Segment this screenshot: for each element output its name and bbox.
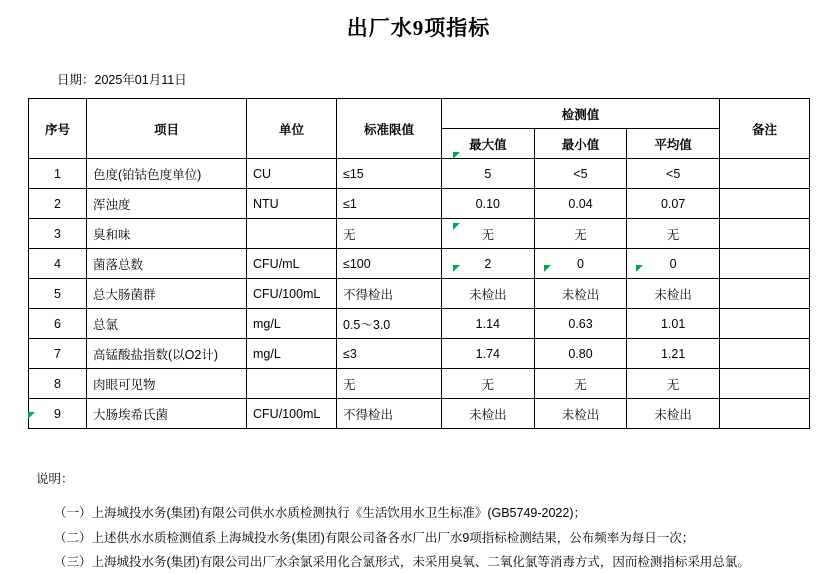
cell-avg: 0 [627,249,720,279]
cell-avg: 0.07 [627,189,720,219]
header-unit: 单位 [247,99,337,159]
notes-section [28,467,837,575]
cell-unit: CU [247,159,337,189]
cell-limit: ≤1 [337,189,442,219]
cell-note [720,369,810,399]
document-page [0,12,837,570]
cell-max: 1.14 [442,309,535,339]
cell-note [720,219,810,249]
header-avg: 平均值 [627,129,720,159]
cell-max: 0.10 [442,189,535,219]
header-detection-group: 检测值 [442,99,720,129]
report-date: 日期：2025年01月11日 [57,73,187,87]
green-corner-marker [636,265,643,272]
page-title: 出厂水9项指标 [346,16,491,40]
cell-min: 0 [534,249,627,279]
cell-item: 肉眼可见物 [87,369,247,399]
header-item: 项目 [87,99,247,159]
cell-seq: 4 [29,249,87,279]
table-row [29,399,810,429]
cell-unit: mg/L [247,339,337,369]
cell-item: 大肠埃希氏菌 [87,399,247,429]
cell-min: 无 [534,219,627,249]
green-corner-marker [453,152,460,159]
cell-note [720,159,810,189]
header-max: 最大值 [442,129,535,159]
cell-avg: 1.01 [627,309,720,339]
table-row [29,339,810,369]
cell-note [720,279,810,309]
cell-max: 5 [442,159,535,189]
cell-max: 2 [442,249,535,279]
cell-limit: 不得检出 [337,279,442,309]
cell-min: <5 [534,159,627,189]
table-header-row [29,99,810,129]
note-line-1: （一）上海城投水务(集团)有限公司供水水质检测执行《生活饮用水卫生标准》(GB5749-2022)； [54,506,586,521]
cell-max: 未检出 [442,399,535,429]
cell-item: 总氯 [87,309,247,339]
cell-seq: 3 [29,219,87,249]
table-row [29,369,810,399]
note-line-2: （二）上述供水水质检测值系上海城投水务(集团)有限公司备各水厂出厂水9项指标检测结果，公布频率为每日一次； [54,530,695,545]
cell-max: 无 [442,369,535,399]
cell-note [720,339,810,369]
cell-avg: 未检出 [627,279,720,309]
cell-limit: 无 [337,219,442,249]
cell-min: 无 [534,369,627,399]
cell-unit: NTU [247,189,337,219]
cell-min: 未检出 [534,279,627,309]
cell-seq: 5 [29,279,87,309]
cell-item: 臭和味 [87,219,247,249]
cell-min: 0.80 [534,339,627,369]
cell-min: 0.63 [534,309,627,339]
water-quality-table [28,98,810,429]
cell-avg: <5 [627,159,720,189]
green-corner-marker [453,265,460,272]
cell-max: 1.74 [442,339,535,369]
cell-unit: mg/L [247,309,337,339]
cell-limit: 0.5～3.0 [337,309,442,339]
cell-unit: CFU/100mL [247,399,337,429]
cell-seq: 2 [29,189,87,219]
cell-max: 无 [442,219,535,249]
header-limit: 标准限值 [337,99,442,159]
cell-note [720,249,810,279]
cell-note [720,399,810,429]
cell-avg: 无 [627,219,720,249]
cell-seq: 9 [29,399,87,429]
cell-note [720,189,810,219]
cell-limit: 不得检出 [337,399,442,429]
cell-seq: 8 [29,369,87,399]
green-corner-marker [28,412,35,419]
cell-limit: ≤3 [337,339,442,369]
cell-unit: CFU/mL [247,249,337,279]
green-corner-marker [453,223,460,230]
note-line-3: （三）上海城投水务(集团)有限公司出厂水余氯采用化合氯形式，未采用臭氧、二氧化氯等消毒方式，因而检测指标采用总氯。 [54,555,750,570]
cell-limit: 无 [337,369,442,399]
table-row [29,159,810,189]
header-seq: 序号 [29,99,87,159]
cell-limit: ≤15 [337,159,442,189]
table-row [29,309,810,339]
cell-avg: 1.21 [627,339,720,369]
cell-item: 色度(铂钴色度单位) [87,159,247,189]
cell-unit [247,369,337,399]
cell-unit [247,219,337,249]
cell-avg: 无 [627,369,720,399]
cell-item: 浑浊度 [87,189,247,219]
cell-limit: ≤100 [337,249,442,279]
notes-heading: 说明： [36,472,74,486]
header-min: 最小值 [534,129,627,159]
cell-seq: 1 [29,159,87,189]
cell-item: 总大肠菌群 [87,279,247,309]
green-corner-marker [544,265,551,272]
table-row [29,279,810,309]
cell-item: 高锰酸盐指数(以O2计) [87,339,247,369]
cell-min: 未检出 [534,399,627,429]
cell-avg: 未检出 [627,399,720,429]
cell-unit: CFU/100mL [247,279,337,309]
table-row [29,189,810,219]
cell-seq: 7 [29,339,87,369]
header-note: 备注 [720,99,810,159]
cell-max: 未检出 [442,279,535,309]
table-row [29,219,810,249]
cell-item: 菌落总数 [87,249,247,279]
cell-note [720,309,810,339]
cell-seq: 6 [29,309,87,339]
cell-min: 0.04 [534,189,627,219]
table-row [29,249,810,279]
